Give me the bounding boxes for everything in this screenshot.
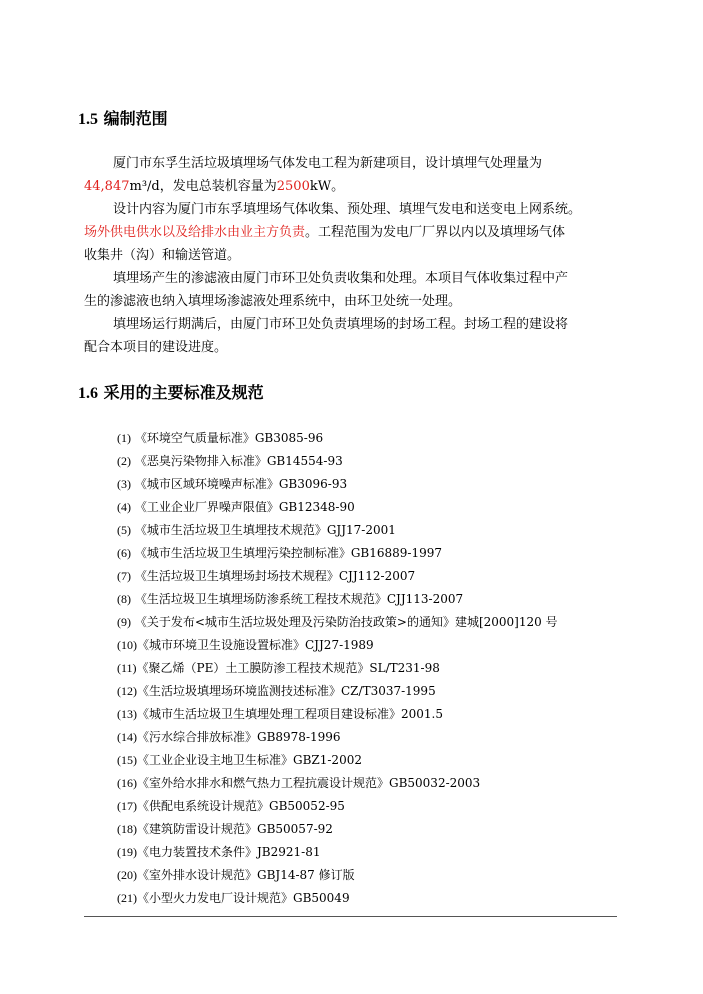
- paragraph-line: 填埋场产生的渗滤液由厦门市环卫处负责收集和处理。本项目气体收集过程中产: [113, 271, 569, 286]
- list-item: [117, 614, 558, 630]
- item-index: (20): [117, 868, 137, 882]
- list-item: [117, 453, 343, 469]
- text-span: kW。: [309, 179, 345, 194]
- paragraph-line: 配合本项目的建设进度。: [84, 340, 228, 355]
- paragraph-line: 厦门市东孚生活垃圾填埋场气体发电工程为新建项目，设计填埋气处理量为: [113, 156, 543, 171]
- list-item: [117, 568, 415, 584]
- item-index: (12): [117, 684, 137, 698]
- item-index: (19): [117, 845, 137, 859]
- item-index: (21): [117, 891, 137, 905]
- paragraph-line: 收集井（沟）和输送管道。: [84, 248, 241, 263]
- item-text: 《建筑防雷设计规范》GB50057-92: [137, 822, 333, 836]
- item-text: 《恶臭污染物排入标准》GB14554-93: [134, 454, 343, 468]
- list-item: [117, 890, 350, 906]
- list-item: [117, 476, 347, 492]
- item-index: (4): [117, 500, 131, 514]
- item-text: 《工业企业厂界噪声限值》GB12348-90: [134, 500, 355, 514]
- text-span: m³/d，发电总装机容量为: [129, 179, 277, 194]
- list-item: [117, 752, 362, 768]
- item-index: (6): [117, 546, 131, 560]
- list-item: [117, 729, 341, 745]
- list-item: [117, 637, 374, 653]
- list-item: [117, 660, 440, 676]
- item-index: (8): [117, 592, 131, 606]
- item-index: (14): [117, 730, 137, 744]
- item-index: (9): [117, 615, 131, 629]
- list-item: [117, 499, 355, 515]
- item-text: 《生活垃圾卫生填埋场防渗系统工程技术规范》CJJ113-2007: [134, 592, 464, 606]
- item-text: 《城市区域环境噪声标准》GB3096-93: [134, 477, 348, 491]
- list-item: [117, 522, 396, 538]
- gas-volume-value: 44,847: [84, 179, 130, 194]
- item-text: 《室外排水设计规范》GBJ14-87 修订版: [137, 868, 355, 882]
- item-index: (3): [117, 477, 131, 491]
- list-item: [117, 798, 345, 814]
- item-text: 《聚乙烯（PE）土工膜防渗工程技术规范》SL/T231-98: [136, 661, 440, 675]
- item-index: (13): [117, 707, 137, 721]
- item-index: (17): [117, 799, 137, 813]
- item-text: 《城市生活垃圾卫生填埋技术规范》GJJ17-2001: [134, 523, 396, 537]
- item-index: (7): [117, 569, 131, 583]
- item-index: (16): [117, 776, 137, 790]
- list-item: [117, 545, 442, 561]
- item-text: 《关于发布<城市生活垃圾处理及污染防治技政策>的通知》建城[2000]120 号: [134, 615, 558, 629]
- capacity-value: 2500: [276, 179, 310, 194]
- footer-divider: [84, 916, 617, 917]
- item-text: 《生活垃圾填埋场环境监测技述标准》CZ/T3037-1995: [137, 684, 436, 698]
- item-text: 《环境空气质量标准》GB3085-96: [134, 431, 324, 445]
- list-item: [117, 706, 443, 722]
- item-text: 《小型火力发电厂设计规范》GB50049: [137, 891, 350, 905]
- paragraph-line: [84, 224, 565, 241]
- paragraph-line: [84, 178, 344, 195]
- item-text: 《城市生活垃圾卫生填埋污染控制标准》GB16889-1997: [134, 546, 443, 560]
- list-item: [117, 867, 355, 883]
- text-span: 。工程范围为发电厂厂界以内以及填埋场气体: [305, 225, 566, 240]
- list-item: [117, 821, 333, 837]
- item-text: 《工业企业设主地卫生标准》GBZ1-2002: [137, 753, 362, 767]
- section-number: 1.5: [78, 111, 98, 128]
- section-title: 编制范围: [103, 109, 168, 128]
- item-index: (15): [117, 753, 137, 767]
- item-text: 《供配电系统设计规范》GB50052-95: [137, 799, 345, 813]
- item-index: (10): [117, 638, 137, 652]
- item-text: 《污水综合排放标准》GB8978-1996: [137, 730, 341, 744]
- item-text: 《城市环境卫生设施设置标准》CJJ27-1989: [137, 638, 374, 652]
- list-item: [117, 591, 463, 607]
- section-number: 1.6: [78, 385, 98, 402]
- item-index: (1): [117, 431, 131, 445]
- item-text: 《城市生活垃圾卫生填埋处理工程项目建设标准》2001.5: [137, 707, 443, 721]
- item-text: 《生活垃圾卫生填埋场封场技术规程》CJJ112-2007: [134, 569, 416, 583]
- paragraph-line: 生的渗滤液也纳入填埋场渗滤液处理系统中，由环卫处统一处理。: [84, 294, 462, 309]
- paragraph-line: 设计内容为厦门市东孚填埋场气体收集、预处理、填埋气发电和送变电上网系统。: [113, 202, 582, 217]
- list-item: [117, 683, 436, 699]
- item-index: (2): [117, 454, 131, 468]
- section-heading-1-6: [78, 383, 264, 404]
- item-text: 《电力装置技术条件》JB2921-81: [137, 845, 321, 859]
- highlight-text: 场外供电供水以及给排水由业主方负责: [84, 225, 306, 240]
- list-item: [117, 430, 323, 446]
- list-item: [117, 844, 321, 860]
- list-item: [117, 775, 480, 791]
- section-heading-1-5: [78, 109, 168, 130]
- item-index: (18): [117, 822, 137, 836]
- item-text: 《室外给水排水和燃气热力工程抗震设计规范》GB50032-2003: [137, 776, 481, 790]
- paragraph-line: 填埋场运行期满后，由厦门市环卫处负责填埋场的封场工程。封场工程的建设将: [113, 317, 569, 332]
- item-index: (5): [117, 523, 131, 537]
- section-title: 采用的主要标准及规范: [103, 383, 264, 402]
- item-index: (11): [117, 661, 137, 675]
